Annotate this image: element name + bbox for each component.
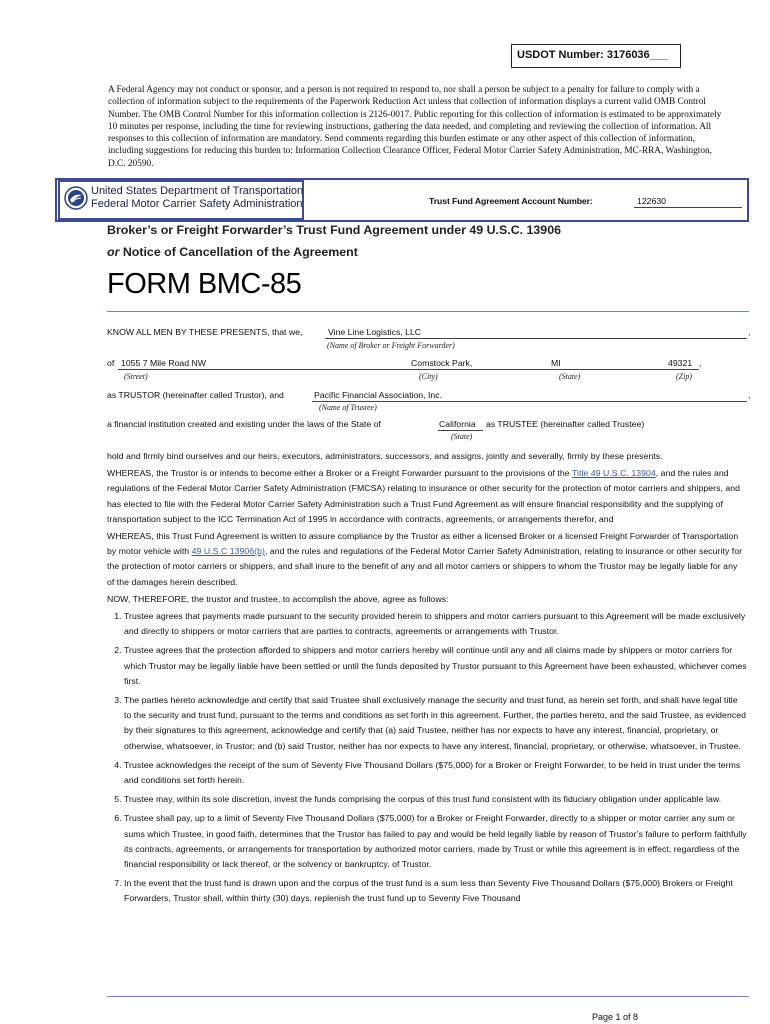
body-paragraph-whereas-1 [107,466,747,527]
agency-name [91,185,303,211]
agency-line1: United States Department of Transportation [91,185,304,197]
trustee-state-caption: (State) [451,432,473,441]
street-field[interactable]: 1055 7 Mile Road NW [118,358,408,370]
title-divider [107,311,749,312]
subtitle-or: or [107,245,120,259]
paperwork-notice-text: A Federal Agency may not conduct or sponsor, and a person is not required to respond to, nor shall a person be subject to a penalty for failure to comply with a collection of information subject to the requirements of the Paperwork Reduction Act unless that collection of information displays a current valid OMB Control Number. The OMB Control Number for this information collection is 2126-0017. Public reporting for this collection of information is estimated to be approximately 10 minutes per response, including the time for reviewing instructions, gathering the data needed, and completing and reviewing the collection of information. All responses to this collection of information are mandatory. Send comments regarding this burden estimate or any other aspect of this collection of information, including suggestions for reducing this burden to: Information Collection Clearance Officer, Federal Motor Carrier Safety Administration, MC-RRA, Washington, D.C. 20590. [108,85,722,169]
trustee-name-caption: (Name of Trustee) [319,403,377,412]
city-caption: (City) [419,372,438,381]
whereas-2-text-b: , and the rules and regulations of the Federal Motor Carrier Safety Administration, relating to insurance or other security for the protection of motor carriers or shippers, and shall inure to the benefit of any and all motor carriers or shippers to whom the Trustor may be legally liable for any of the damages herein described. [107,546,743,587]
zip-caption: (Zip) [676,372,692,381]
term-item: 5. Trustee may, within its sole discretion, invest the funds comprising the corpus of this trust fund consistent with its fiduciary obligation under applicable law. [124,792,747,807]
term-item: 1. Trustee agrees that payments made pursuant to the security provided herein to shippers and motor carriers pursuant to this Agreement will be made exclusively and directly to shippers or motor carriers that are parties to contracts, agreements or arrangements with Trustor. [124,609,747,639]
agency-line2: Federal Motor Carrier Safety Administration [91,198,303,210]
know-all-comma: , [748,327,751,337]
address-of: of [107,358,115,368]
page-number: Page 1 of 8 [592,1012,639,1022]
body-paragraph-therefore: NOW, THEREFORE, the trustor and trustee, to accomplish the above, agree as follows: [107,593,449,604]
usdot-label: USDOT Number: [517,49,604,61]
trustor-comma: , [748,390,751,400]
street-caption: (Street) [124,372,148,381]
zip-comma: , [699,358,702,368]
broker-name-caption: (Name of Broker or Freight Forwarder) [327,341,455,350]
trustee-state-field[interactable]: California [438,419,483,431]
agreement-body [107,449,747,911]
dot-logo-icon [64,186,88,210]
institution-suffix: as TRUSTEE (hereinafter called Trustee) [486,419,645,429]
agreement-terms-list [107,609,747,907]
whereas-2-text-a: WHEREAS, this Trust Fund Agreement is written to assure compliance by the Trustor as either a licensed Broker or a licensed Freight Forwarder of Transportation by motor vehicle with [107,531,739,557]
form-title: FORM BMC-85 [107,268,302,300]
agreement-title: Broker’s or Freight Forwarder’s Trust Fund Agreement under 49 U.S.C. 13906 [107,223,561,237]
state-field[interactable]: MI [548,358,666,370]
trust-fund-account-label: Trust Fund Agreement Account Number: [429,196,593,206]
term-item: 4. Trustee acknowledges the receipt of the sum of Seventy Five Thousand Dollars ($75,000) for a Broker or Freight Forwarder, to be held in trust under the terms and conditions set forth herein. [124,758,747,788]
city-field[interactable]: Comstock Park, [408,358,548,370]
whereas-1-text-b: , and the rules and regulations of the Federal Motor Carrier Safety Administration (FMCSA) relating to insurance or other security for the protection of motor carriers and shippers, and has elected to file with the Federal Motor Carrier Safety Administration such a Trust Fund Agreement as will ensure financial responsibility and the supplying of transportation subject to the ICC Termination Act of 1995 in accordance with contracts, agreements, or arrangements therefor, and [107,468,741,524]
cancellation-subtitle [107,245,358,259]
trustor-prefix: as TRUSTOR (hereinafter called Trustor), and [107,390,284,400]
term-item: 7. In the event that the trust fund is drawn upon and the corpus of the trust fund is a sum less than Seventy Five Thousand Dollars ($75,000) Brokers or Freight Forwarders, Trustor shall, within thirty (30) days, replenish the trust fund up to Seventy Five Thousand [124,876,747,906]
usc-13906b-link[interactable]: 49 U.S.C 13906(b) [191,546,265,557]
usdot-blank: ___ [649,49,669,61]
whereas-1-text-a: WHEREAS, the Trustor is or intends to become either a Broker or a Freight Forwarder pursuant to the provisions of the [107,468,572,479]
paperwork-notice [108,84,728,170]
broker-name-field[interactable]: Vine Line Logistics, LLC [325,327,747,339]
footer-divider [107,996,749,997]
state-caption: (State) [559,372,581,381]
usdot-value[interactable]: 3176036 [606,49,650,61]
usdot-number-box [511,44,681,68]
title-49-usc-13904-link[interactable]: Title 49 U.S.C. 13904 [571,468,656,479]
institution-prefix: a financial institution created and existing under the laws of the State of [107,419,381,429]
subtitle-rest: Notice of Cancellation of the Agreement [119,245,358,259]
know-all-prefix: KNOW ALL MEN BY THESE PRESENTS, that we, [107,327,303,337]
term-item: 2. Trustee agrees that the protection afforded to shippers and motor carriers hereby will continue until any and all claims made by shippers or motor carriers for which Trustor may be legally liable have been settled or until the funds deposited by Trustor pursuant to this Agreement have been exhausted, whichever comes first. [124,643,747,689]
term-item: 3. The parties hereto acknowledge and certify that said Trustee shall exclusively manage the security and trust fund, as herein set forth, and shall have legal title to the security and trust fund, pursuant to the terms and conditions as set forth in this agreement. Further, the parties hereto, and the said Trustee, as evidenced by their signatures to this agreement, acknowledge and certify that (a) said Trustee, neither has nor expects to have any interest, financial, proprietary, or otherwise, whatsoever, in Trustor; and (b) said Trustor, neither has nor expects to have any interest, financial, proprietary, or otherwise, whatsoever, in Trustee. [124,693,747,754]
body-paragraph-bind: hold and firmly bind ourselves and our heirs, executors, administrators, successors, and assigns, jointly and severally, firmly by these presents. [107,451,663,461]
trustee-name-field[interactable]: Pacific Financial Association, Inc. [312,390,747,402]
trust-fund-account-field[interactable]: 122630 [634,196,742,208]
body-paragraph-whereas-2 [107,529,747,590]
zip-field[interactable]: 49321 [666,358,699,370]
term-item: 6. Trustee shall pay, up to a limit of Seventy Five Thousand Dollars ($75,000) for a Broker or Freight Forwarder, directly to a shipper or motor carrier any sum or sums which Trustee, in good faith, determines that the Trustor has failed to pay and would be held legally liable by reason of Trustor’s failure to perform faithfully its contracts, agreements, or arrangements for transportation by authorized motor carriers, made by Trust or while this agreement is in effect, regardless of the financial responsibility or lack thereof, or the solvency or bankruptcy, of Trustor. [124,811,747,872]
